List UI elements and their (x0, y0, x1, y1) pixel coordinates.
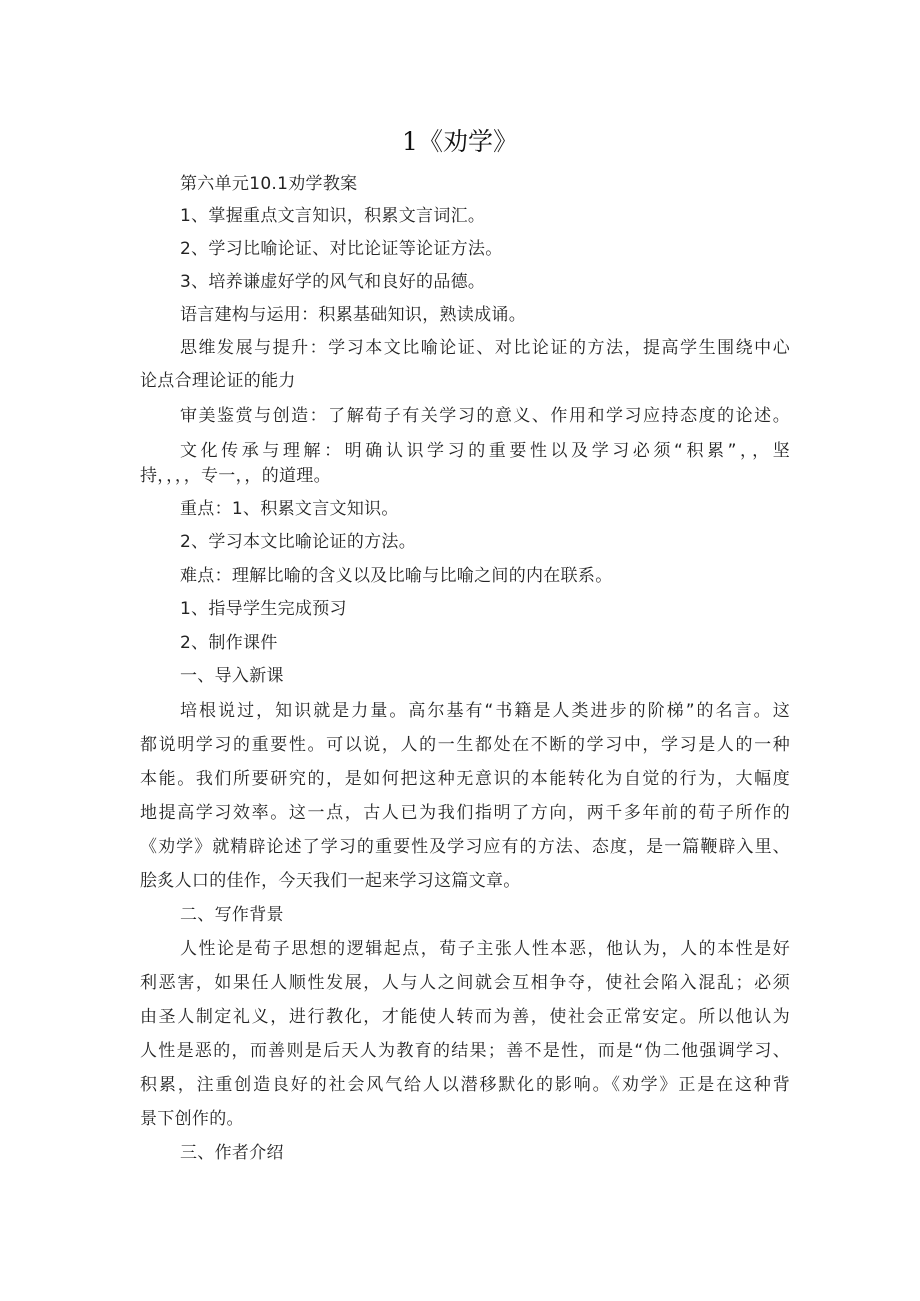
objective-1: 1、掌握重点文言知识，积累文言词汇。 (180, 206, 486, 226)
literacy-culture: 文化传承与理解：明确认识学习的重要性以及学习必须“积累”，，坚 (180, 441, 790, 461)
objective-3: 3、培养谦虚好学的风气和良好的品德。 (180, 272, 486, 292)
section-heading-background: 二、写作背景 (180, 905, 284, 925)
intro-paragraph-line: 都说明学习的重要性。可以说，人的一生都处在不断的学习中，学习是人的一种 (140, 735, 790, 755)
difficult-point: 难点：理解比喻的含义以及比喻与比喻之间的内在联系。 (180, 566, 613, 586)
background-paragraph-line: 积累，注重创造良好的社会风气给人以潜移默化的影响。《劝学》正是在这种背 (140, 1075, 790, 1095)
literacy-thinking: 思维发展与提升：学习本文比喻论证、对比论证的方法，提高学生围绕中心 (180, 338, 790, 358)
key-point-1: 重点：1、积累文言文知识。 (180, 499, 399, 519)
intro-paragraph-line: 地提高学习效率。这一点，古人已为我们指明了方向，两千多年前的荀子所作的 (140, 803, 790, 823)
prep-1: 1、指导学生完成预习 (180, 599, 347, 619)
section-heading-intro: 一、导入新课 (180, 666, 284, 686)
prep-2: 2、制作课件 (180, 633, 278, 653)
unit-heading: 第六单元10.1劝学教案 (180, 174, 358, 194)
intro-paragraph-line: 培根说过，知识就是力量。高尔基有“书籍是人类进步的阶梯”的名言。这 (180, 701, 790, 721)
section-heading-author: 三、作者介绍 (180, 1143, 284, 1163)
intro-paragraph-line: 《劝学》就精辟论述了学习的重要性及学习应有的方法、态度，是一篇鞭辟入里、 (140, 837, 790, 857)
literacy-thinking-cont: 论点合理论证的能力 (140, 371, 296, 391)
background-paragraph-line: 由圣人制定礼义，进行教化，才能使人转而为善，使社会正常安定。所以他认为 (140, 1007, 790, 1027)
intro-paragraph-line: 本能。我们所要研究的，是如何把这种无意识的本能转化为自觉的行为，大幅度 (140, 769, 790, 789)
background-paragraph-line: 利恶害，如果任人顺性发展，人与人之间就会互相争夺，使社会陷入混乱；必须 (140, 973, 790, 993)
background-paragraph-line: 景下创作的。 (140, 1109, 244, 1129)
intro-paragraph-line: 脍炙人口的佳作，今天我们一起来学习这篇文章。 (140, 871, 521, 891)
document-title: 1《劝学》 (402, 127, 518, 156)
literacy-culture-cont: 持，，，，专一，，的道理。 (140, 466, 331, 486)
background-paragraph-line: 人性论是荀子思想的逻辑起点，荀子主张人性本恶，他认为，人的本性是好 (180, 939, 790, 959)
background-paragraph-line: 人性是恶的，而善则是后天人为教育的结果；善不是性，而是“伪二他强调学习、 (140, 1041, 790, 1061)
objective-2: 2、学习比喻论证、对比论证等论证方法。 (180, 239, 503, 259)
literacy-language: 语言建构与运用：积累基础知识，熟读成诵。 (180, 305, 526, 325)
literacy-aesthetics: 审美鉴赏与创造：了解荀子有关学习的意义、作用和学习应持态度的论述。 (180, 406, 790, 426)
key-point-2: 2、学习本文比喻论证的方法。 (180, 532, 417, 552)
